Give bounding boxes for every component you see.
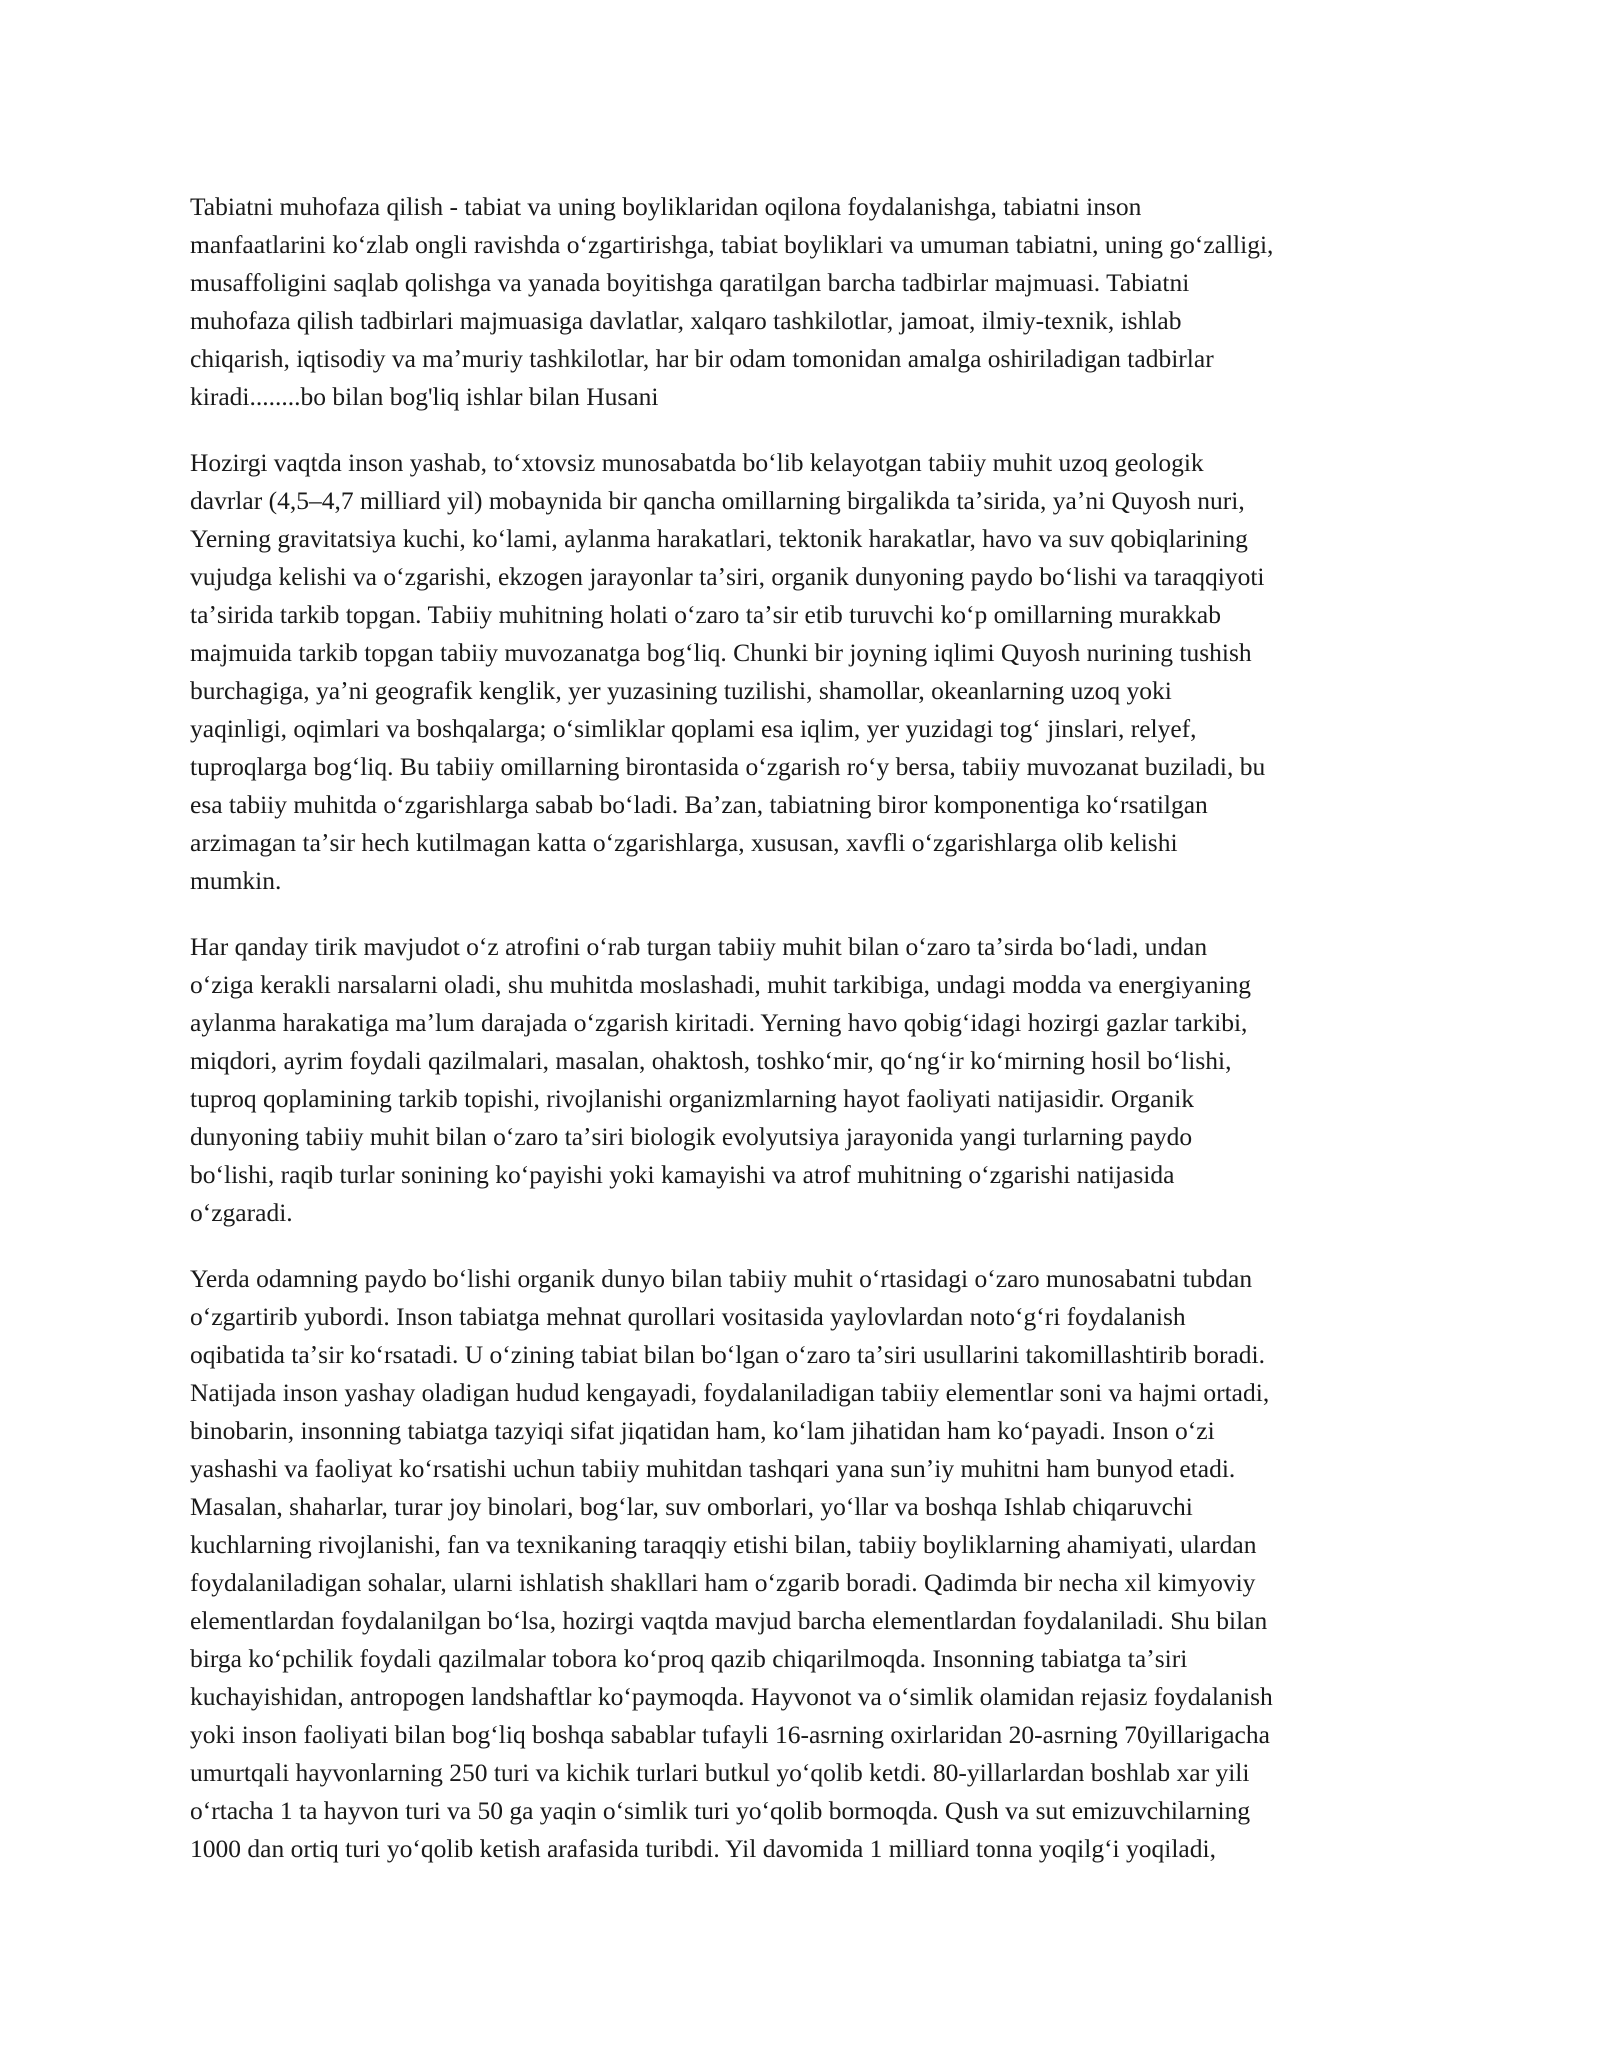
paragraph-living-organisms-interaction: Har qanday tirik mavjudot oʻz atrofini oʻrab turgan tabiiy muhit bilan oʻzaro taʼsirda boʻladi, undan oʻziga kerakli narsalarni oladi, shu muhitda moslashadi, muhit tarkibiga, undagi modda va energiyaning aylanma harakatiga maʼlum darajada oʻzgarish kiritadi. Yerning havo qobigʻidagi hozirgi gazlar tarkibi, miqdori, ayrim foydali qazilmalari, masalan, ohaktosh, toshkoʻmir, qoʻngʻir koʻmirning hosil boʻlishi, tuproq qoplamining tarkib topishi, rivojlanishi organizmlarning hayot faoliyati natijasidir. Organik dunyoning tabiiy muhit bilan oʻzaro taʼsiri biologik evolyutsiya jarayonida yangi turlarning paydo boʻlishi, raqib turlar sonining koʻpayishi yoki kamayishi va atrof muhitning oʻzgarishi natijasida oʻzgaradi. [190, 932, 1252, 1227]
paragraph-human-impact: Yerda odamning paydo boʻlishi organik dunyo bilan tabiiy muhit oʻrtasidagi oʻzaro munosabatni tubdan oʻzgartirib yubordi. Inson tabiatga mehnat qurollari vositasida yaylovlardan notoʻgʻri foydalanish oqibatida taʼsir koʻrsatadi. U oʻzining tabiat bilan boʻlgan oʻzaro taʼsiri usullarini takomillashtirib boradi. Natijada inson yashay oladigan hudud kengayadi, foydalaniladigan tabiiy elementlar soni va hajmi ortadi, binobarin, insonning tabiatga tazyiqi sifat jiqatidan ham, koʻlam jihatidan ham koʻpayadi. Inson oʻzi yashashi va faoliyat koʻrsatishi uchun tabiiy muhitdan tashqari yana sunʼiy muhitni ham bunyod etadi. Masalan, shaharlar, turar joy binolari, bogʻlar, suv omborlari, yoʻllar va boshqa Ishlab chiqaruvchi kuchlarning rivojlanishi, fan va texnikaning taraqqiy etishi bilan, tabiiy boyliklarning ahamiyati, ulardan foydalaniladigan sohalar, ularni ishlatish shakllari ham oʻzgarib boradi. Qadimda bir necha xil kimyoviy elementlardan foydalanilgan boʻlsa, hozirgi vaqtda mavjud barcha elementlardan foydalaniladi. Shu bilan birga koʻpchilik foydali qazilmalar tobora koʻproq qazib chiqarilmoqda. Insonning tabiatga taʼsiri kuchayishidan, antropogen landshaftlar koʻpaymoqda. Hayvonot va oʻsimlik olamidan rejasiz foydalanish yoki inson faoliyati bilan bogʻliq boshqa sabablar tufayli 16-asrning oxirlaridan 20-asrning 70yillarigacha umurtqali hayvonlarning 250 turi va kichik turlari butkul yoʻqolib ketdi. 80-yillarlardan boshlab xar yili oʻrtacha 1 ta hayvon turi va 50 ga yaqin oʻsimlik turi yoʻqolib bormoqda. Qush va sut emizuvchilarning 1000 dan ortiq turi yoʻqolib ketish arafasida turibdi. Yil davomida 1 milliard tonna yoqilgʻi yoqiladi, [190, 1264, 1273, 1863]
paragraph-natural-environment-formation: Hozirgi vaqtda inson yashab, toʻxtovsiz munosabatda boʻlib kelayotgan tabiiy muhit uzoq geologik davrlar (4,5–4,7 milliard yil) mobaynida bir qancha omillarning birgalikda taʼsirida, yaʼni Quyosh nuri, Yerning gravitatsiya kuchi, koʻlami, aylanma harakatlari, tektonik harakatlar, havo va suv qobiqlarining vujudga kelishi va oʻzgarishi, ekzogen jarayonlar taʼsiri, organik dunyoning paydo boʻlishi va taraqqiyoti taʼsirida tarkib topgan. Tabiiy muhitning holati oʻzaro taʼsir etib turuvchi koʻp omillarning murakkab majmuida tarkib topgan tabiiy muvozanatga bogʻliq. Chunki bir joyning iqlimi Quyosh nurining tushish burchagiga, yaʼni geografik kenglik, yer yuzasining tuzilishi, shamollar, okeanlarning uzoq yoki yaqinligi, oqimlari va boshqalarga; oʻsimliklar qoplami esa iqlim, yer yuzidagi togʻ jinslari, relyef, tuproqlarga bogʻliq. Bu tabiiy omillarning birontasida oʻzgarish roʻy bersa, tabiiy muvozanat buziladi, bu esa tabiiy muhitda oʻzgarishlarga sabab boʻladi. Baʼzan, tabiatning biror komponentiga koʻrsatilgan arzimagan taʼsir hech kutilmagan katta oʻzgarishlarga, xususan, xavfli oʻzgarishlarga olib kelishi mumkin. [190, 448, 1266, 895]
paragraph-nature-protection-definition: Tabiatni muhofaza qilish - tabiat va uning boyliklaridan oqilona foydalanishga, tabiatni inson manfaatlarini koʻzlab ongli ravishda oʻzgartirishga, tabiat boyliklari va umuman tabiatni, uning goʻzalligi, musaffoligini saqlab qolishga va yanada boyitishga qaratilgan barcha tadbirlar majmuasi. Tabiatni muhofaza qilish tadbirlari majmuasiga davlatlar, xalqaro tashkilotlar, jamoat, ilmiy-texnik, ishlab chiqarish, iqtisodiy va maʼmuriy tashkilotlar, har bir odam tomonidan amalga oshiriladigan tadbirlar kiradi........bo bilan bog'liq ishlar bilan Husani [190, 192, 1274, 411]
document-page [190, 188, 1420, 1896]
